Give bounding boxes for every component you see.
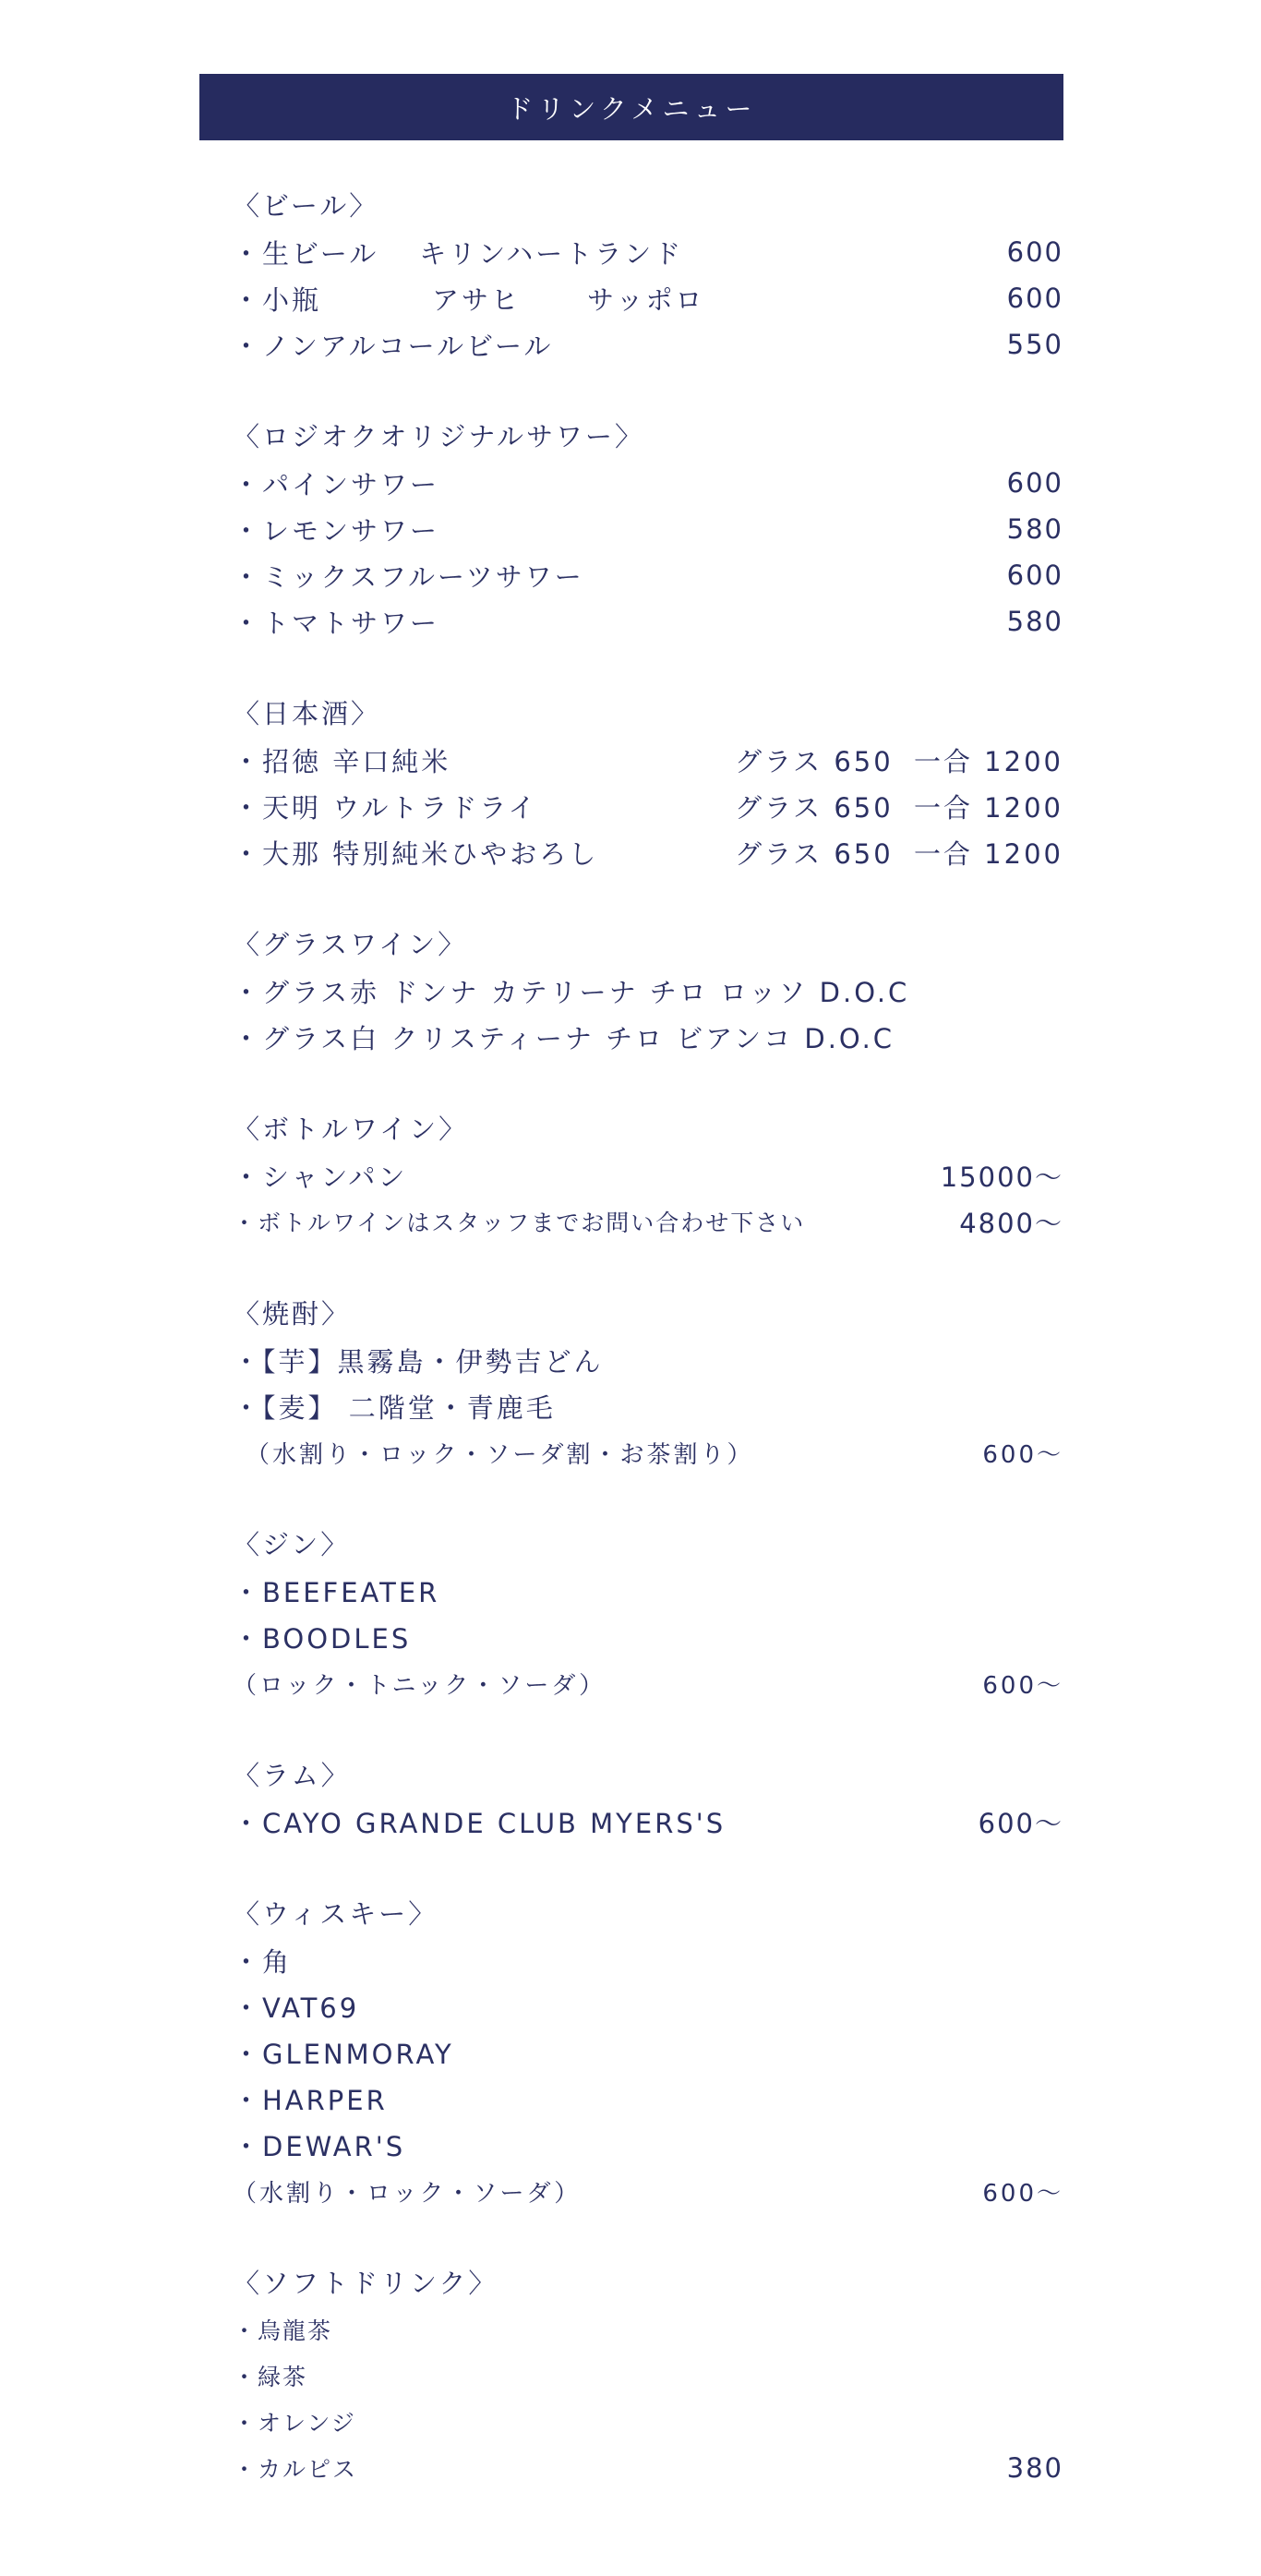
item-name: ・カルピス [233,2456,358,2483]
section-sour [233,414,1063,644]
item-name: ・オレンジ [233,2410,356,2437]
item-price: 550 [1006,329,1063,360]
glass-price: グラス 650 [734,745,894,777]
section-header: 〈ラム〉 [233,1760,351,1791]
menu-item [233,2122,1063,2168]
menu-item [233,783,1063,829]
menu-item [233,829,1063,875]
drink-menu [199,74,1063,2537]
item-price: 600～ [978,1807,1063,1839]
section-header: 〈ソフトドリンク〉 [233,2268,498,2299]
menu-item [233,2076,1063,2122]
menu-item [233,1983,1063,2029]
item-name: ・大那 特別純米ひやおろし [233,837,599,870]
item-name: ・グラス赤 ドンナ カテリーナ チロ ロッソ D.O.C [233,976,910,1008]
menu-item [233,968,1063,1014]
item-price: 600～ [982,1671,1063,1700]
menu-item [233,2399,1063,2445]
menu-item [233,460,1063,506]
item-name: ・ノンアルコールビール [233,330,554,362]
menu-item [233,2306,1063,2353]
item-name: ・小瓶 アサヒ サッポロ [233,283,705,316]
section-gin [233,1522,1063,1706]
item-price: 600 [1006,236,1063,268]
item-name: ・グラス白 クリスティーナ チロ ビアンコ D.O.C [233,1022,895,1054]
go-price: 一合 1200 [913,791,1063,824]
menu-item [233,1383,1063,1429]
item-name: ・【麦】 二階堂・青鹿毛 [233,1391,556,1424]
menu-item [233,1014,1063,1060]
note-text: （ロック・トニック・ソーダ） [233,1671,606,1700]
menu-item [233,1198,1063,1245]
menu-item [233,552,1063,598]
item-name: ・トマトサワー [233,607,440,639]
menu-item [233,321,1063,367]
item-name: ・烏龍茶 [233,2317,333,2344]
menu-item [233,737,1063,783]
item-name: ・角 [233,1945,293,1978]
menu-item [233,506,1063,552]
section-rum [233,1752,1063,1845]
item-name: ・レモンサワー [233,514,440,547]
glass-price: グラス 650 [734,837,894,870]
item-price: 600～ [982,1440,1063,1469]
section-sake [233,691,1063,875]
item-name: ・ミックスフルーツサワー [233,560,584,593]
item-price: 4800～ [959,1207,1063,1239]
serving-note [233,1660,1063,1706]
menu-item [233,275,1063,321]
menu-item [233,1337,1063,1383]
go-price: 一合 1200 [913,837,1063,870]
go-price: 一合 1200 [913,745,1063,777]
item-name: ・招徳 辛口純米 [233,745,451,777]
section-header: 〈ウィスキー〉 [233,1898,438,1930]
item-price: 600～ [982,2179,1063,2208]
section-header: 〈ジン〉 [233,1529,351,1560]
item-name: ・ボトルワインはスタッフまでお問い合わせ下さい [233,1210,806,1236]
item-name: ・天明 ウルトラドライ [233,791,538,824]
menu-item [233,229,1063,275]
item-name: ・GLENMORAY [233,2038,454,2070]
section-bottle-wine [233,1106,1063,1245]
menu-item [233,2353,1063,2399]
item-name: ・VAT69 [233,1992,360,2024]
item-price: 600 [1006,467,1063,499]
item-name: ・生ビール キリンハートランド [233,237,684,270]
item-price: 15000～ [940,1161,1063,1193]
item-name: ・パインサワー [233,468,440,500]
section-header: 〈日本酒〉 [233,698,381,729]
item-price: 580 [1006,606,1063,637]
menu-item [233,1799,1063,1845]
serving-note [233,2168,1063,2214]
menu-item [233,2445,1063,2491]
section-whisky [233,1891,1063,2214]
item-name: ・CAYO GRANDE CLUB MYERS'S [233,1807,727,1839]
menu-title-bar [199,74,1063,140]
menu-item [233,1152,1063,1198]
section-header: 〈ロジオクオリジナルサワー〉 [233,421,644,452]
menu-item [233,2029,1063,2076]
menu-item [233,1937,1063,1983]
item-name: ・BEEFEATER [233,1576,440,1608]
section-header: 〈ボトルワイン〉 [233,1113,469,1145]
section-soft-drink [233,2260,1063,2491]
menu-item [233,598,1063,644]
section-header: 〈ビール〉 [233,190,379,222]
section-beer [233,183,1063,367]
menu-content [199,140,1063,2491]
item-price: 580 [1006,513,1063,545]
item-price: 600 [1006,560,1063,591]
item-name: ・DEWAR'S [233,2130,406,2162]
note-text: （水割り・ロック・ソーダ割・お茶割り） [246,1440,754,1469]
item-name: ・緑茶 [233,2364,308,2390]
section-shochu [233,1291,1063,1475]
section-header: 〈グラスワイン〉 [233,929,468,960]
menu-item [233,1614,1063,1660]
item-price: 600 [1006,283,1063,314]
item-name: ・【芋】黒霧島・伊勢吉どん [233,1345,604,1378]
section-glass-wine [233,921,1063,1060]
glass-price: グラス 650 [734,791,894,824]
item-price: 380 [1006,2452,1063,2484]
serving-note [233,1429,1063,1475]
section-header: 〈焼酎〉 [233,1298,352,1330]
menu-title: ドリンクメニュー [506,92,757,125]
item-name: ・BOODLES [233,1622,412,1655]
item-name: ・HARPER [233,2084,388,2116]
menu-item [233,1568,1063,1614]
note-text: （水割り・ロック・ソーダ） [233,2179,582,2208]
item-name: ・シャンパン [233,1161,408,1193]
